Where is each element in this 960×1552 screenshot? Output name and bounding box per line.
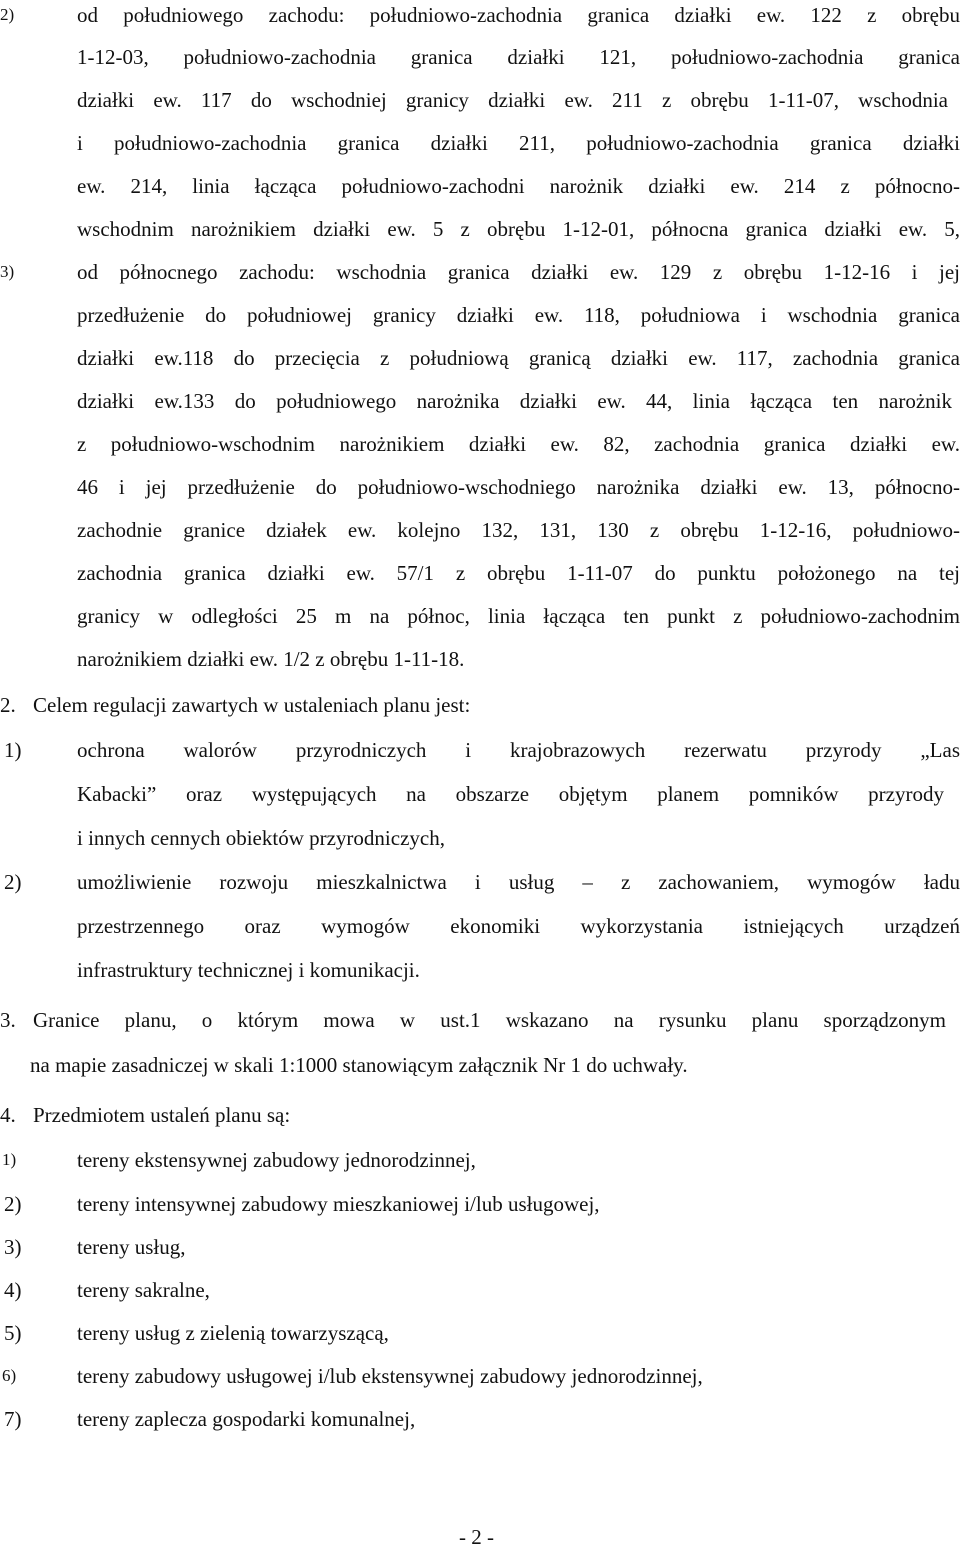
paragraph-line: narożnikiem działki ew. 1/2 z obrębu 1-11-18.: [77, 647, 465, 671]
page-number: - 2 -: [459, 1525, 494, 1549]
paragraph-line: od południowego zachodu: południowo-zachodnia granica działki ew. 122 z obrębu: [77, 3, 960, 27]
list-item-text: tereny sakralne,: [77, 1278, 210, 1302]
list-marker: 3): [0, 262, 15, 281]
paragraph-line: na mapie zasadniczej w skali 1:1000 stanowiącym załącznik Nr 1 do uchwały.: [30, 1053, 688, 1077]
paragraph-line: granicy w odległości 25 m na północ, linia łącząca ten punkt z południowo-zachodnim: [77, 604, 960, 628]
paragraph-line: Kabacki” oraz występujących na obszarze objętym planem pomników przyrody: [77, 782, 944, 806]
paragraph-line: przedłużenie do południowej granicy działki ew. 118, południowa i wschodnia granica: [77, 303, 960, 327]
paragraph-line: z południowo-wschodnim narożnikiem działki ew. 82, zachodnia granica działki ew.: [77, 432, 960, 456]
paragraph-line: ew. 214, linia łącząca południowo-zachodni narożnik działki ew. 214 z północno-: [77, 174, 960, 198]
list-item-text: tereny intensywnej zabudowy mieszkaniowej i/lub usługowej,: [77, 1192, 600, 1216]
list-marker: 3): [4, 1235, 22, 1259]
list-marker: 4): [4, 1278, 22, 1302]
paragraph-line: działki ew.118 do przecięcia z południową granicą działki ew. 117, zachodnia granica: [77, 346, 960, 370]
paragraph-line: i południowo-zachodnia granica działki 211, południowo-zachodnia granica działki: [77, 131, 960, 155]
section-marker: 3.: [0, 1008, 16, 1032]
list-marker: 2): [0, 5, 15, 24]
list-item-text: tereny ekstensywnej zabudowy jednorodzinnej,: [77, 1148, 476, 1172]
paragraph-line: infrastruktury technicznej i komunikacji.: [77, 958, 420, 982]
list-marker: 2): [4, 1192, 22, 1216]
section-marker: 2.: [0, 693, 16, 717]
paragraph-line: wschodnim narożnikiem działki ew. 5 z obrębu 1-12-01, północna granica działki ew. 5,: [77, 217, 960, 241]
list-item-text: tereny usług z zielenią towarzyszącą,: [77, 1321, 389, 1345]
paragraph-line: zachodnia granica działki ew. 57/1 z obrębu 1-11-07 do punktu położonego na tej: [77, 561, 960, 585]
paragraph-line: ochrona walorów przyrodniczych i krajobrazowych rezerwatu przyrody „Las: [77, 738, 960, 762]
paragraph-line: przestrzennego oraz wymogów ekonomiki wykorzystania istniejących urządzeń: [77, 914, 960, 938]
paragraph-line: działki ew. 117 do wschodniej granicy działki ew. 211 z obrębu 1-11-07, wschodnia: [77, 88, 948, 112]
section-marker: 4.: [0, 1103, 16, 1127]
paragraph-line: działki ew.133 do południowego narożnika działki ew. 44, linia łącząca ten narożnik: [77, 389, 952, 413]
list-marker: 7): [4, 1407, 22, 1431]
paragraph-line: zachodnie granice działek ew. kolejno 132, 131, 130 z obrębu 1-12-16, południowo-: [77, 518, 960, 542]
paragraph-line: 1-12-03, południowo-zachodnia granica działki 121, południowo-zachodnia granica: [77, 45, 960, 69]
section-title: Celem regulacji zawartych w ustaleniach planu jest:: [33, 693, 471, 717]
paragraph-line: 46 i jej przedłużenie do południowo-wschodniego narożnika działki ew. 13, północno-: [77, 475, 960, 499]
list-marker: 1): [2, 1150, 17, 1169]
list-marker: 1): [4, 738, 22, 762]
paragraph-line: od północnego zachodu: wschodnia granica działki ew. 129 z obrębu 1-12-16 i jej: [77, 260, 960, 284]
list-marker: 6): [2, 1366, 17, 1385]
section-title: Przedmiotem ustaleń planu są:: [33, 1103, 291, 1127]
list-marker: 5): [4, 1321, 22, 1345]
paragraph-line: umożliwienie rozwoju mieszkalnictwa i usług – z zachowaniem, wymogów ładu: [77, 870, 960, 894]
paragraph-line: Granice planu, o którym mowa w ust.1 wskazano na rysunku planu sporządzonym: [33, 1008, 946, 1032]
list-item-text: tereny usług,: [77, 1235, 186, 1259]
list-item-text: tereny zabudowy usługowej i/lub ekstensywnej zabudowy jednorodzinnej,: [77, 1364, 703, 1388]
list-item-text: tereny zaplecza gospodarki komunalnej,: [77, 1407, 416, 1431]
list-marker: 2): [4, 870, 22, 894]
paragraph-line: i innych cennych obiektów przyrodniczych,: [77, 826, 445, 850]
